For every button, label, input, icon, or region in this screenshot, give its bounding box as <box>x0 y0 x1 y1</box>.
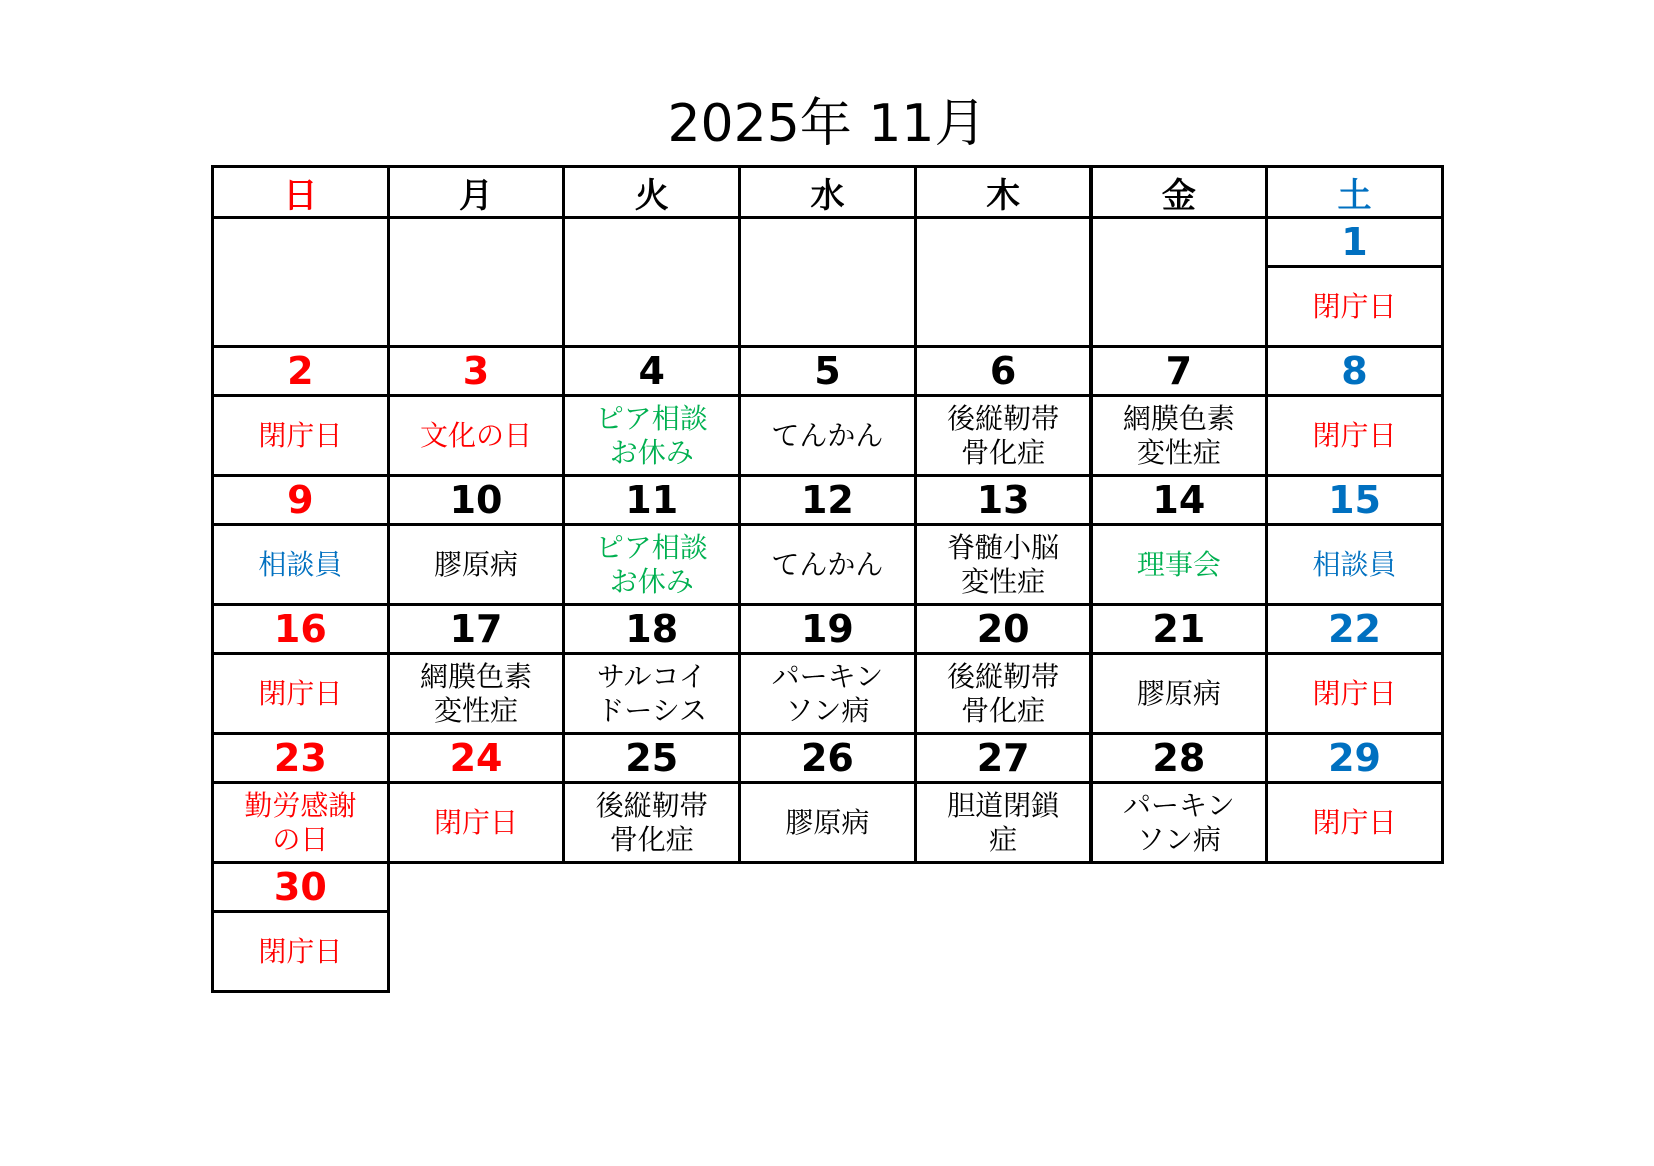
day-event: 後縦靭帯 骨化症 <box>914 394 1093 477</box>
day-event: 文化の日 <box>387 394 566 477</box>
empty-day-cell <box>738 216 917 348</box>
day-number: 27 <box>914 732 1093 784</box>
day-number: 22 <box>1265 603 1444 655</box>
weekday-header-4: 木 <box>914 165 1093 219</box>
day-event: サルコイ ドーシス <box>562 652 741 735</box>
day-event: 閉庁日 <box>211 394 390 477</box>
day-number: 9 <box>211 474 390 526</box>
weekday-header-2: 火 <box>562 165 741 219</box>
empty-day-cell <box>211 216 390 348</box>
weekday-header-0: 日 <box>211 165 390 219</box>
empty-day-cell <box>562 216 741 348</box>
day-event: 閉庁日 <box>1265 652 1444 735</box>
day-number: 20 <box>914 603 1093 655</box>
day-number: 11 <box>562 474 741 526</box>
day-event: 相談員 <box>1265 523 1444 606</box>
day-number: 16 <box>211 603 390 655</box>
day-number: 19 <box>738 603 917 655</box>
day-event: パーキン ソン病 <box>1090 781 1269 864</box>
day-event: 脊髄小脳 変性症 <box>914 523 1093 606</box>
day-number: 13 <box>914 474 1093 526</box>
weekday-header-5: 金 <box>1090 165 1269 219</box>
day-number: 29 <box>1265 732 1444 784</box>
day-event: てんかん <box>738 523 917 606</box>
day-number: 5 <box>738 345 917 397</box>
day-number: 12 <box>738 474 917 526</box>
day-number: 1 <box>1265 216 1444 268</box>
day-number: 14 <box>1090 474 1269 526</box>
day-number: 15 <box>1265 474 1444 526</box>
day-number: 25 <box>562 732 741 784</box>
day-event: 膠原病 <box>387 523 566 606</box>
day-number: 10 <box>387 474 566 526</box>
day-event: 勤労感謝 の日 <box>211 781 390 864</box>
day-event: 相談員 <box>211 523 390 606</box>
day-event: てんかん <box>738 394 917 477</box>
day-number: 6 <box>914 345 1093 397</box>
day-event: 後縦靭帯 骨化症 <box>914 652 1093 735</box>
day-number: 28 <box>1090 732 1269 784</box>
day-event: 閉庁日 <box>1265 781 1444 864</box>
day-event: ピア相談 お休み <box>562 523 741 606</box>
empty-day-cell <box>1090 216 1269 348</box>
day-number: 7 <box>1090 345 1269 397</box>
day-event: 閉庁日 <box>211 910 390 993</box>
day-event: 閉庁日 <box>211 652 390 735</box>
day-number: 3 <box>387 345 566 397</box>
day-number: 18 <box>562 603 741 655</box>
weekday-header-3: 水 <box>738 165 917 219</box>
empty-day-cell <box>914 216 1093 348</box>
calendar-grid <box>211 165 1441 995</box>
day-number: 24 <box>387 732 566 784</box>
day-event: 膠原病 <box>738 781 917 864</box>
day-number: 4 <box>562 345 741 397</box>
weekday-header-1: 月 <box>387 165 566 219</box>
empty-day-cell <box>387 216 566 348</box>
day-event: パーキン ソン病 <box>738 652 917 735</box>
day-event: ピア相談 お休み <box>562 394 741 477</box>
day-event: 網膜色素 変性症 <box>1090 394 1269 477</box>
day-event: 閉庁日 <box>1265 265 1444 348</box>
day-event: 閉庁日 <box>1265 394 1444 477</box>
day-number: 23 <box>211 732 390 784</box>
day-event: 網膜色素 変性症 <box>387 652 566 735</box>
day-event: 胆道閉鎖 症 <box>914 781 1093 864</box>
day-event: 後縦靭帯 骨化症 <box>562 781 741 864</box>
calendar-title: 2025年 11月 <box>667 94 987 154</box>
day-number: 26 <box>738 732 917 784</box>
day-event: 理事会 <box>1090 523 1269 606</box>
weekday-header-6: 土 <box>1265 165 1444 219</box>
day-number: 21 <box>1090 603 1269 655</box>
day-number: 17 <box>387 603 566 655</box>
day-event: 膠原病 <box>1090 652 1269 735</box>
day-number: 8 <box>1265 345 1444 397</box>
day-number: 2 <box>211 345 390 397</box>
day-event: 閉庁日 <box>387 781 566 864</box>
day-number: 30 <box>211 861 390 913</box>
